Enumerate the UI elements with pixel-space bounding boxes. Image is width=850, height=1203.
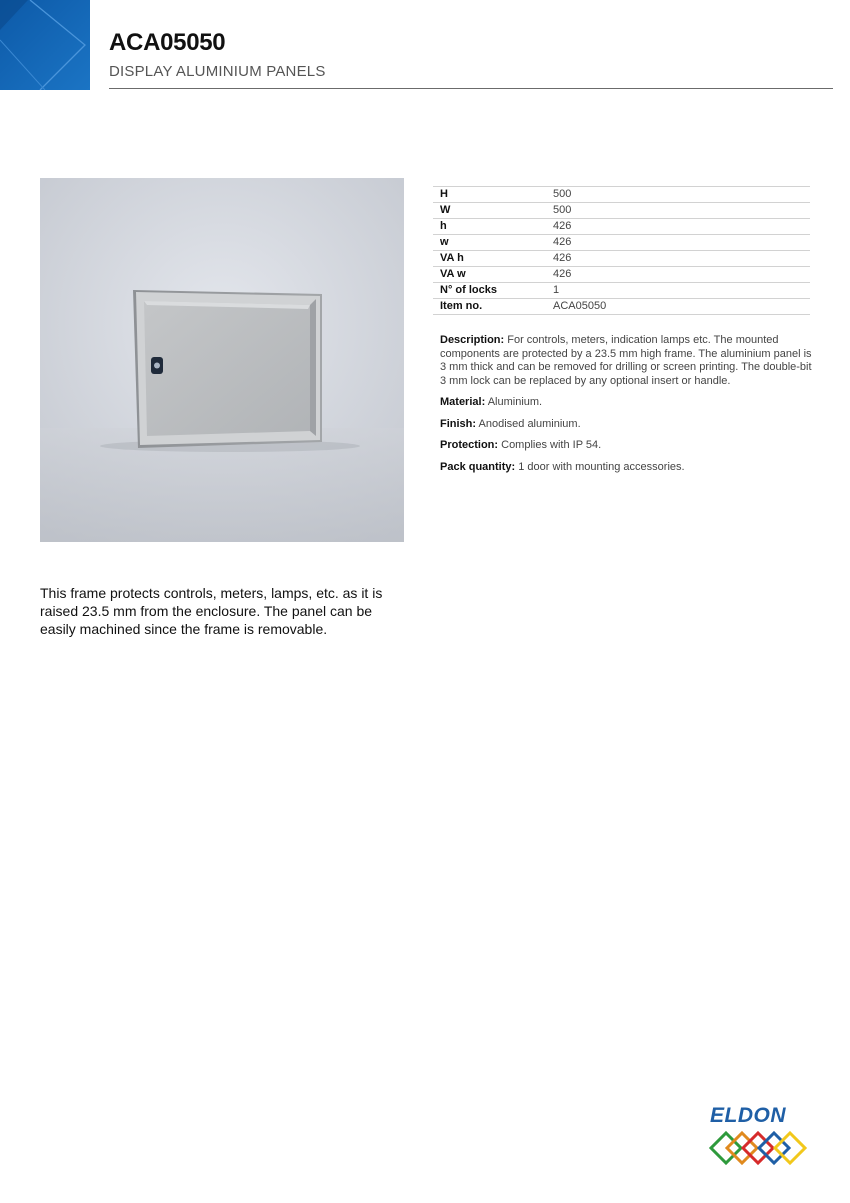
product-details — [440, 334, 812, 482]
logo-text: ELDON — [710, 1104, 786, 1127]
spec-row — [433, 203, 810, 219]
page-title: ACA05050 — [109, 29, 226, 56]
spec-row — [433, 251, 810, 267]
protection-text: Complies with IP 54. — [501, 439, 602, 451]
spec-value: 426 — [546, 251, 810, 267]
spec-key: H — [433, 187, 546, 203]
spec-key: w — [433, 235, 546, 251]
material-label: Material: — [440, 396, 486, 408]
material-paragraph — [440, 396, 812, 410]
photo-caption: This frame protects controls, meters, lamps, etc. as it is raised 23.5 mm from the enclosure. The panel can be easily machined since the frame is removable. — [40, 585, 383, 637]
logo-diamonds-icon — [708, 1130, 812, 1166]
spec-key: h — [433, 219, 546, 235]
protection-label: Protection: — [440, 439, 499, 451]
pack-label: Pack quantity: — [440, 460, 516, 473]
finish-paragraph — [440, 418, 812, 432]
pack-paragraph — [440, 461, 812, 475]
spec-key: VA h — [433, 251, 546, 267]
header-divider — [109, 88, 833, 89]
spec-row — [433, 299, 810, 315]
spec-value: 1 — [546, 283, 810, 299]
spec-key: Item no. — [433, 299, 546, 315]
spec-value: 426 — [546, 267, 810, 283]
spec-row — [433, 283, 810, 299]
spec-key: VA w — [433, 267, 546, 283]
protection-paragraph — [440, 439, 812, 453]
description-label: Description: — [440, 334, 505, 346]
page-subtitle: DISPLAY ALUMINIUM PANELS — [109, 63, 326, 80]
finish-label: Finish: — [440, 417, 477, 430]
material-text: Aluminium. — [487, 396, 543, 408]
description-paragraph — [440, 334, 812, 388]
spec-row — [433, 219, 810, 235]
eldon-logo — [708, 1104, 812, 1166]
spec-row — [433, 267, 810, 283]
spec-table — [433, 186, 810, 315]
spec-key: N° of locks — [433, 283, 546, 299]
pack-text: 1 door with mounting accessories. — [518, 460, 685, 473]
spec-value: 500 — [546, 187, 810, 203]
spec-value: 426 — [546, 235, 810, 251]
spec-value: 500 — [546, 203, 810, 219]
spec-row — [433, 187, 810, 203]
finish-text: Anodised aluminium. — [478, 417, 581, 430]
description-text: For controls, meters, indication lamps etc. The mounted components are protected by a 23.5 mm high frame. The aluminium panel is 3 mm thick and can be removed for drilling or screen printing. The double-bit 3 mm lock can be replaced by any optional insert or handle. — [440, 334, 812, 387]
spec-value: ACA05050 — [546, 299, 810, 315]
spec-row — [433, 235, 810, 251]
product-photo — [40, 178, 404, 542]
spec-key: W — [433, 203, 546, 219]
spec-value: 426 — [546, 219, 810, 235]
corner-brand-graphic — [0, 0, 90, 90]
